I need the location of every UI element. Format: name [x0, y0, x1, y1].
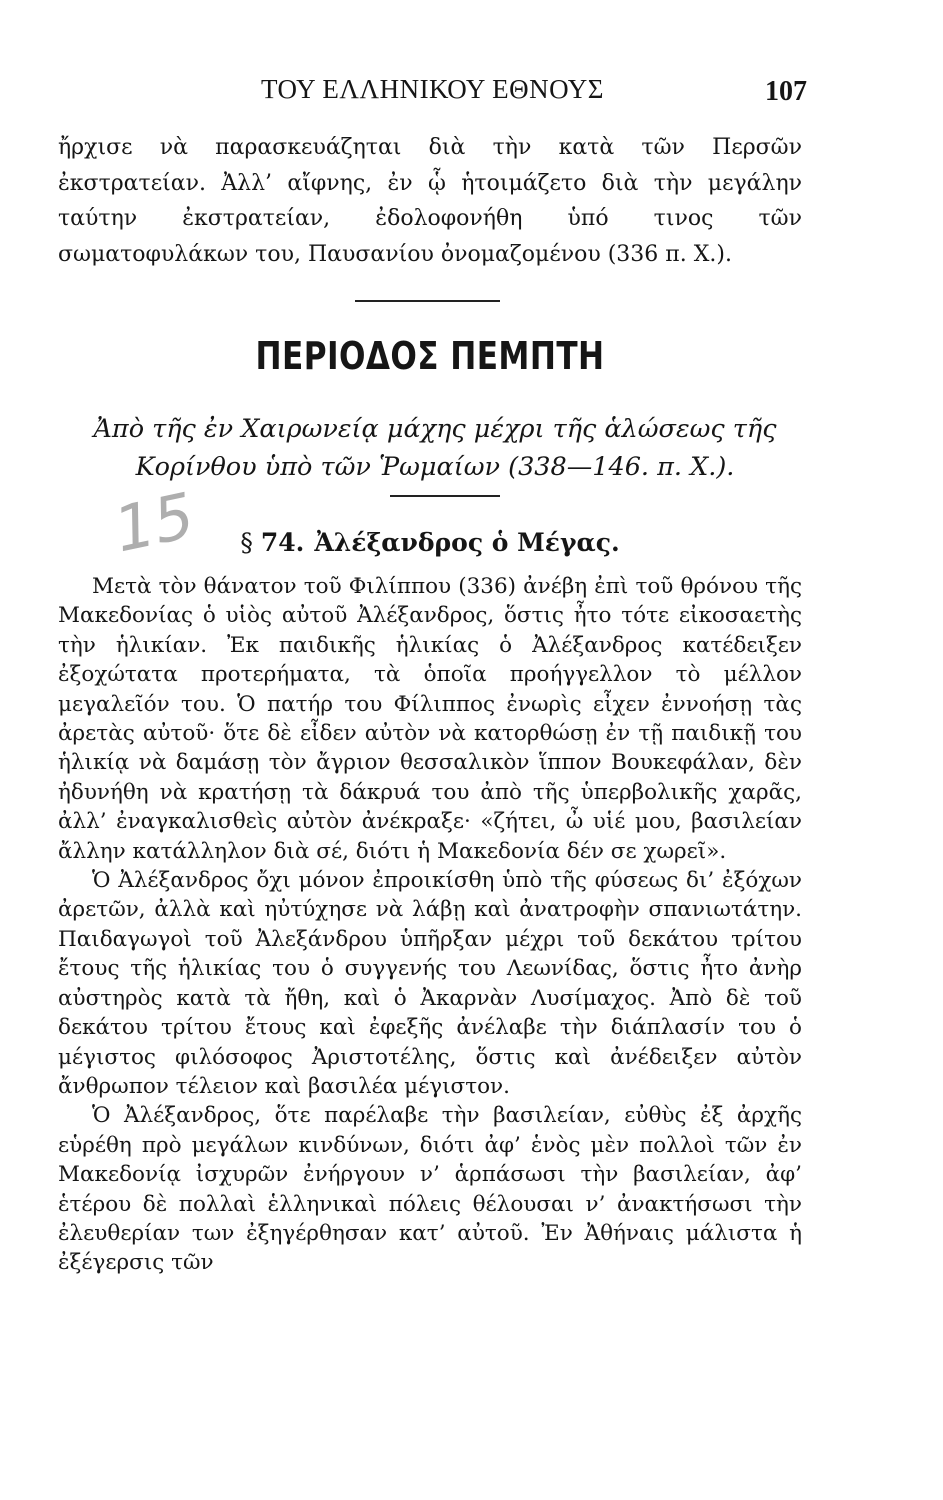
paragraph: Ὁ Ἀλέξανδρος ὄχι μόνον ἐπροικίσθη ὑπὸ τῆς φύσεως δι’ ἐξόχων ἀρετῶν, ἀλλὰ καὶ ηὐτύχησε νὰ λάβῃ καὶ ἀνατροφὴν σπανιωτάτην. Παιδαγωγοὶ τοῦ Ἀλεξάνδρου ὑπῆρξαν μέχρι τοῦ δεκάτου τρίτου ἔτους τῆς ἡλικίας του ὁ συγγενής του Λεωνίδας, ὅστις ἦτο ἀνὴρ αὐστηρὸς κατὰ τὰ ἤθη, καὶ ὁ Ἀκαρνὰν Λυσίμαχος. Ἀπὸ δὲ τοῦ δεκάτου τρίτου ἔτους καὶ ἐφεξῆς ἀνέλαβε τὴν διάπλασίν του ὁ μέγιστος φιλόσοφος Ἀριστοτέλης, ὅστις καὶ ἀνέδειξεν αὐτὸν ἄνθρωπον τέλειον καὶ βασιλέα μέγιστον.	[58, 868, 802, 1099]
divider-rule	[355, 300, 500, 302]
divider-rule	[390, 495, 500, 497]
period-subtitle: Ἀπὸ τῆς ἐν Χαιρωνείᾳ μάχης μέχρι τῆς ἁλώσεως τῆς Κορίνθου ὑπὸ τῶν Ῥωμαίων (338—146. π. Χ.).	[93, 414, 777, 482]
running-head: ΤΟΥ ΕΛΛΗΝΙΚΟΥ ΕΘΝΟΥΣ	[261, 74, 604, 104]
section-mark: §	[240, 528, 253, 557]
page-number: 107	[765, 76, 807, 107]
section-title: Ἀλέξανδρος ὁ Μέγας.	[314, 528, 620, 557]
paragraph: Μετὰ τὸν θάνατον τοῦ Φιλίππου (336) ἀνέβη ἐπὶ τοῦ θρόνου τῆς Μακεδονίας ὁ υἱὸς αὐτοῦ Ἀλέξανδρος, ὅστις ἦτο τότε εἰκοσαετὴς τὴν ἡλικίαν. Ἐκ παιδικῆς ἡλικίας ὁ Ἀλέξανδρος κατέδειξεν ἐξοχώτατα προτερήματα, τὰ ὁποῖα προήγγελλον τὸ μέλλον μεγαλεῖόν του. Ὁ πατήρ του Φίλιππος ἐνωρὶς εἶχεν ἐννοήσῃ τὰς ἀρετὰς αὐτοῦ· ὅτε δὲ εἶδεν αὐτὸν νὰ κατορθώσῃ ἐν τῇ παιδικῇ του ἡλικίᾳ νὰ δαμάσῃ τὸν ἄγριον θεσσαλικὸν ἵππον Βουκεφάλαν, δὲν ἠδυνήθη νὰ κρατήσῃ τὰ δάκρυά του ἀπὸ τῆς ὑπερβολικῆς χαρᾶς, ἀλλ’ ἐναγκαλισθεὶς αὐτὸν ἀνέκραξε· «ζήτει, ὦ υἱέ μου, βασιλείαν ἄλλην κατάλληλον διὰ σέ, διότι ἡ Μακεδονία δέν σε χωρεῖ».	[58, 574, 802, 864]
handwritten-margin-note: 15	[108, 478, 201, 567]
paragraph: Ὁ Ἀλέξανδρος, ὅτε παρέλαβε τὴν βασιλείαν, εὐθὺς ἐξ ἀρχῆς εὑρέθη πρὸ μεγάλων κινδύνων, διότι ἀφ’ ἑνὸς μὲν πολλοὶ τῶν ἐν Μακεδονίᾳ ἰσχυρῶν ἐνήργουν ν’ ἁρπάσωσι τὴν βασιλείαν, ἀφ’ ἑτέρου δὲ πολλαὶ ἑλληνικαὶ πόλεις θέλουσαι ν’ ἀνακτήσωσι τὴν ἐλευθερίαν των ἐξηγέρθησαν κατ’ αὐτοῦ. Ἐν Ἀθήναις μάλιστα ἡ ἐξέγερσις τῶν	[58, 1103, 802, 1276]
period-title: ΠΕΡΙΟΔΟΣ ΠΕΜΠΤΗ	[255, 334, 605, 378]
section-number: 74.	[260, 528, 305, 557]
continued-paragraph: ἤρχισε νὰ παρασκευάζηται διὰ τὴν κατὰ τῶν Περσῶν ἐκστρατείαν. Ἀλλ’ αἴφνης, ἐν ᾧ ἡτοιμάζετο διὰ τὴν μεγάλην ταύτην ἐκστρατείαν, ἐδολοφονήθη ὑπό τινος τῶν σωματοφυλάκων του, Παυσανίου ὀνομαζομένου (336 π. Χ.).	[58, 135, 802, 267]
body-text	[58, 572, 802, 1278]
section-heading	[58, 528, 802, 557]
